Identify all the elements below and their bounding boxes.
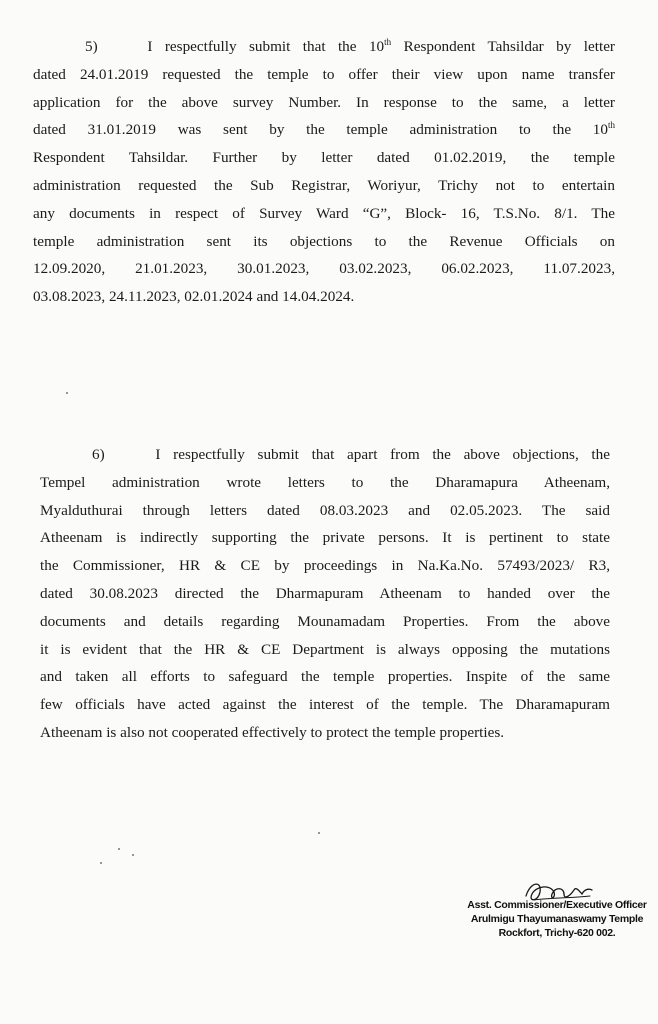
stamp-address: Rockfort, Trichy-620 002.: [498, 927, 616, 939]
para5-line: 12.09.2020, 21.01.2023, 30.01.2023, 03.02.2023, 06.02.2023, 11.07.2023,: [33, 260, 615, 278]
paragraph-5: [33, 33, 615, 311]
scan-speck: [318, 832, 320, 834]
scan-speck: [118, 848, 120, 850]
para5-line: temple administration sent its objections to the Revenue Officials on: [33, 232, 615, 250]
para5-line: Respondent Tahsildar. Further by letter dated 01.02.2019, the temple: [33, 149, 615, 167]
para6-line: the Commissioner, HR & CE by proceedings in Na.Ka.No. 57493/2023/ R3,: [40, 557, 610, 575]
para5-line: 5) I respectfully submit that the 10th Respondent Tahsildar by letter: [85, 37, 615, 55]
para6-line: and taken all efforts to safeguard the temple properties. Inspite of the same: [40, 668, 610, 686]
para5-line: application for the above survey Number. In response to the same, a letter: [33, 93, 615, 111]
para5-line: 03.08.2023, 24.11.2023, 02.01.2024 and 14.04.2024.: [33, 288, 355, 306]
para6-line: it is evident that the HR & CE Department is always opposing the mutations: [40, 640, 610, 658]
para6-line: 6) I respectfully submit that apart from the above objections, the: [92, 446, 610, 463]
para6-line: few officials have acted against the interest of the temple. The Dharamapuram: [40, 696, 610, 714]
stamp-temple-name: Arulmigu Thayumanaswamy Temple: [470, 913, 644, 925]
official-stamp: [462, 898, 652, 940]
para5-line: dated 24.01.2019 requested the temple to offer their view upon name transfer: [33, 65, 615, 83]
scan-speck: [132, 854, 134, 856]
para6-line: Tempel administration wrote letters to the Dharamapura Atheenam,: [40, 473, 610, 491]
paragraph-6: [40, 441, 610, 747]
para5-line: dated 31.01.2019 was sent by the temple administration to the 10th: [33, 120, 615, 139]
para5-line: any documents in respect of Survey Ward “G”, Block- 16, T.S.No. 8/1. The: [33, 204, 615, 222]
scan-speck: [66, 392, 68, 394]
stamp-designation: Asst. Commissioner/Executive Officer: [467, 899, 647, 911]
scan-speck: [100, 862, 102, 864]
para6-line: Atheenam is indirectly supporting the private persons. It is pertinent to state: [40, 529, 610, 547]
para5-line: administration requested the Sub Registrar, Woriyur, Trichy not to entertain: [33, 176, 615, 194]
para6-line: dated 30.08.2023 directed the Dharmapuram Atheenam to handed over the: [40, 584, 610, 602]
para6-line: Atheenam is also not cooperated effectively to protect the temple properties.: [40, 723, 505, 741]
para6-line: Myalduthurai through letters dated 08.03.2023 and 02.05.2023. The said: [40, 501, 610, 519]
para6-line: documents and details regarding Mounamadam Properties. From the above: [40, 612, 610, 630]
